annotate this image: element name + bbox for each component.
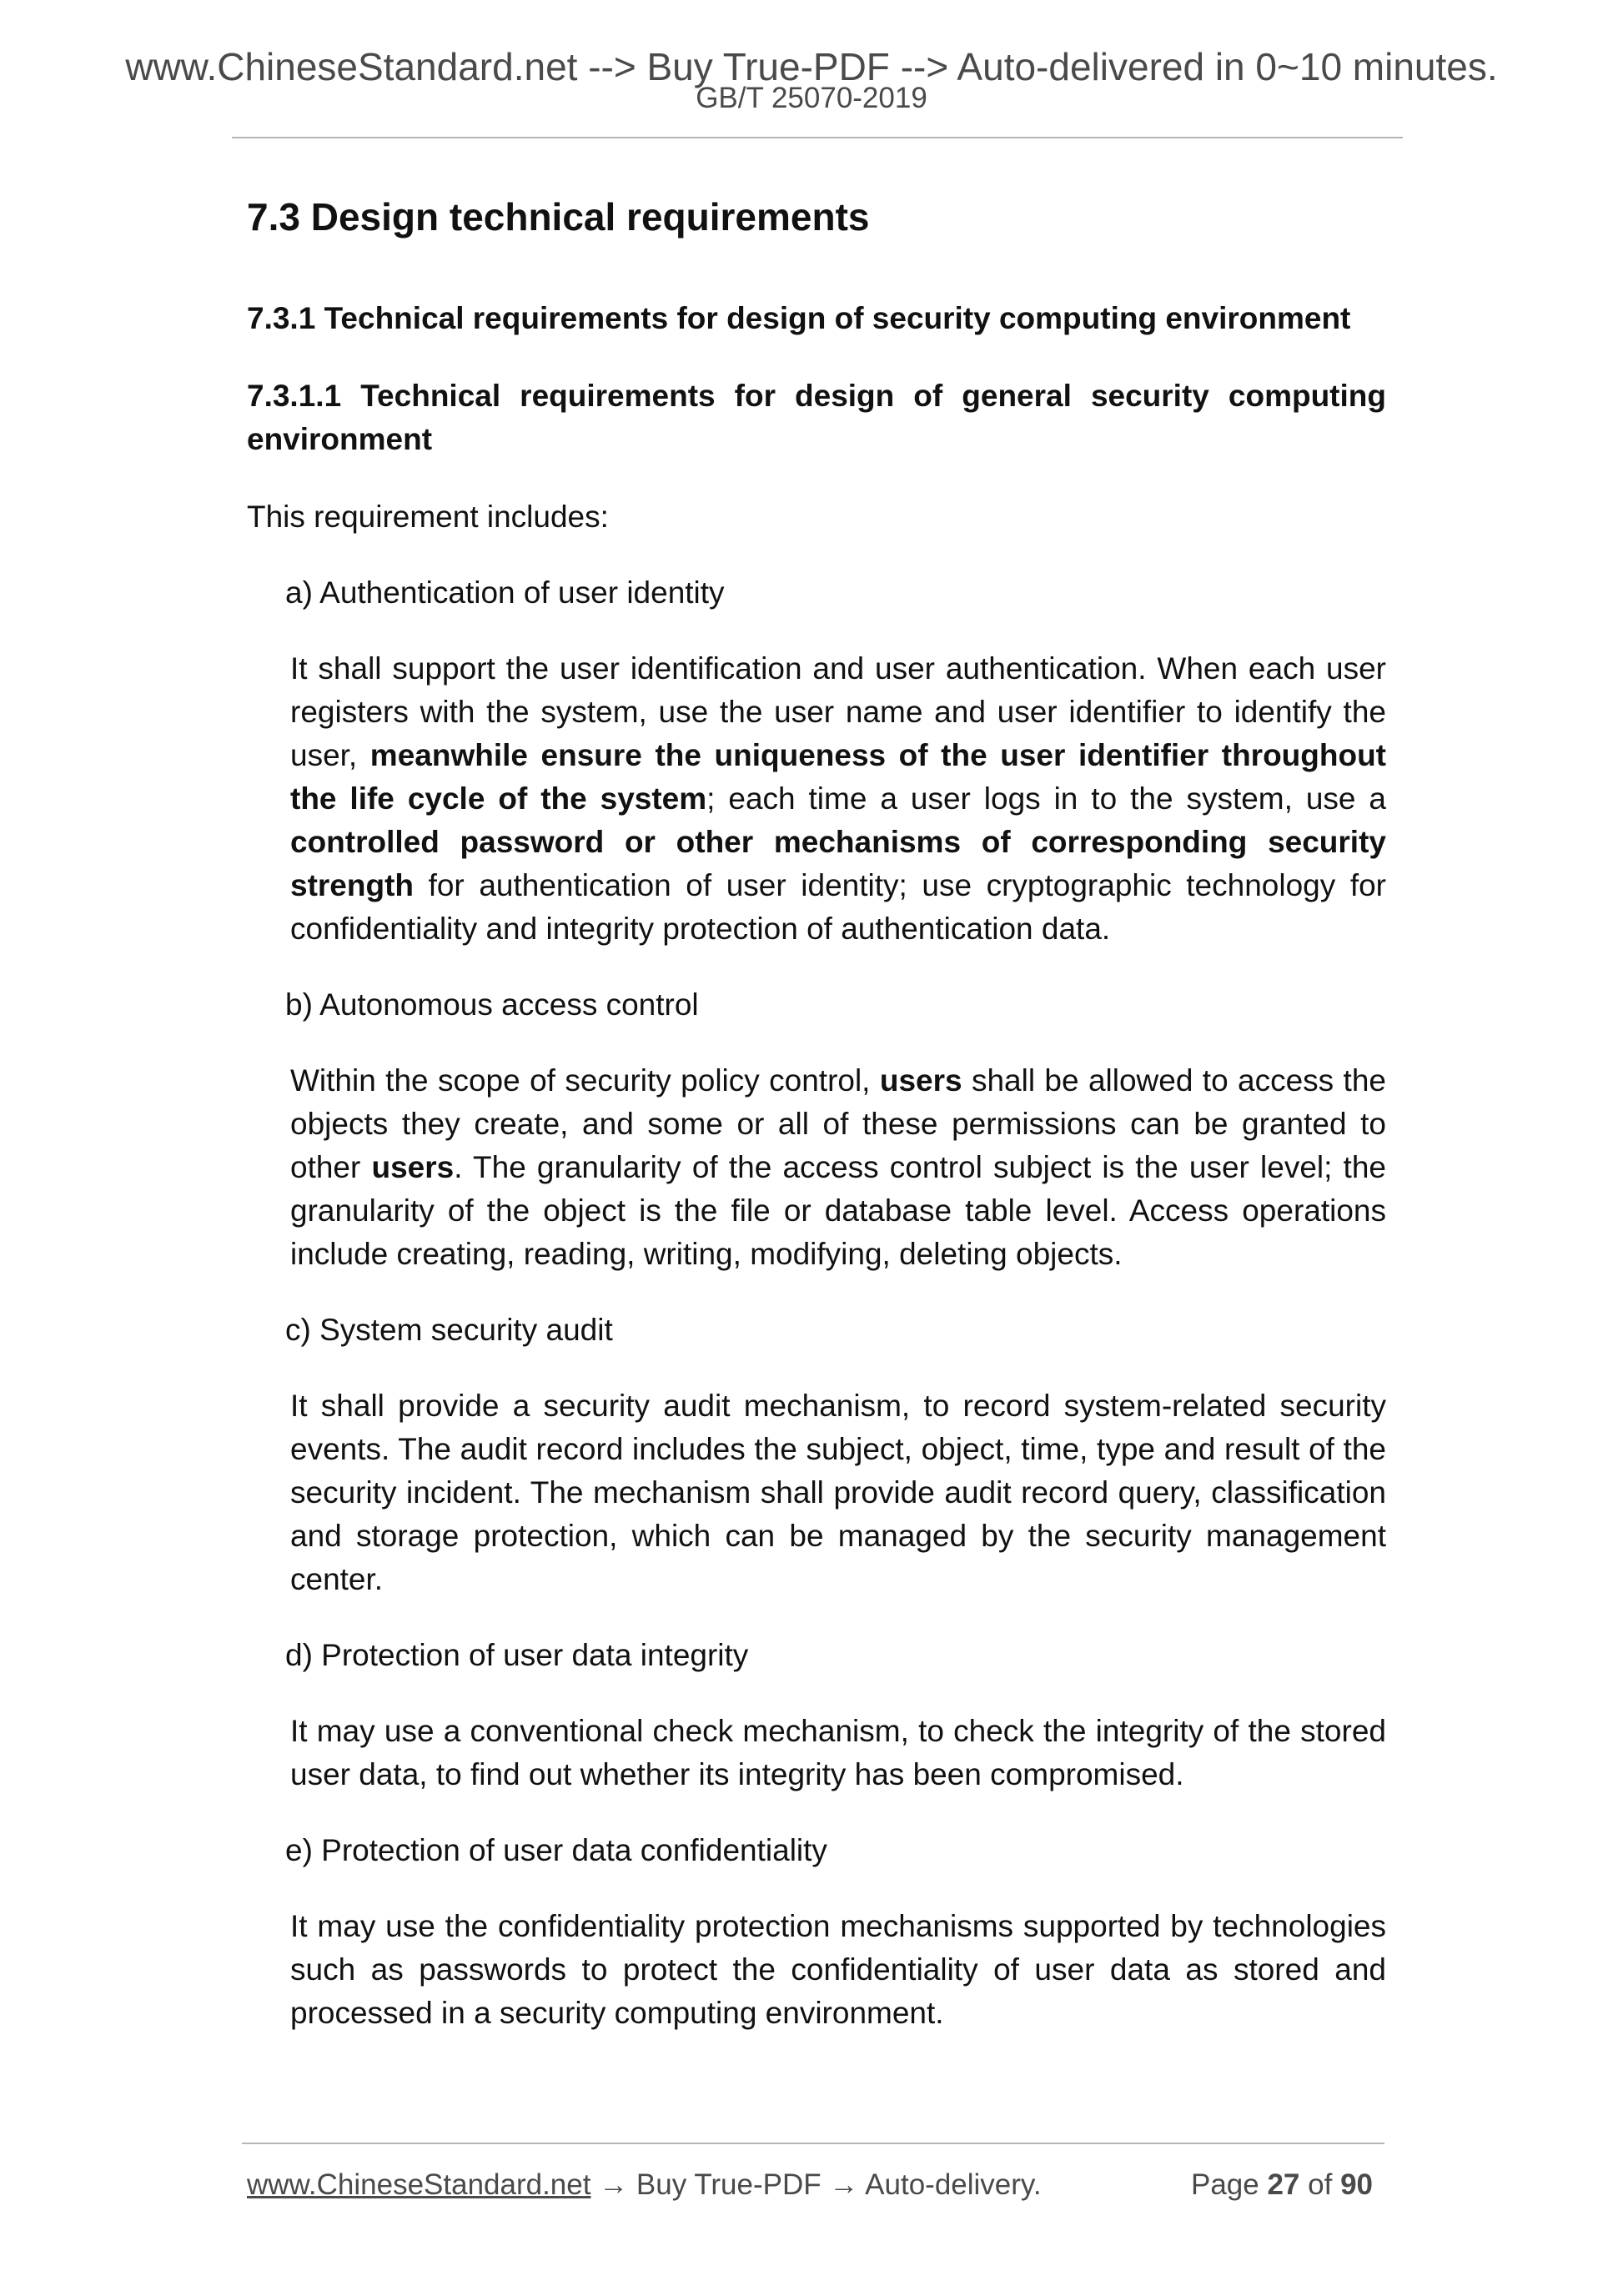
page-content	[247, 192, 1386, 2067]
intro-text: This requirement includes:	[247, 500, 609, 534]
emphasis-text: users	[371, 1150, 455, 1184]
body-text: ; each time a user logs in to the system, use a	[706, 781, 1387, 816]
body-text: It shall provide a security audit mechanism, to record system-related security events. The audit record includes the subject, object, time, type and result of the security incident. The mechanism shall provide audit record query, classification and storage protection, which can be managed by the security management center.	[290, 1389, 1386, 1596]
page-footer	[247, 2166, 1373, 2204]
requirement-list	[247, 571, 1386, 2035]
item-heading-c: c) System security audit	[285, 1313, 613, 1347]
footer-tagline: → Buy True-PDF → Auto-delivery.	[590, 2168, 1042, 2201]
subsection-title: 7.3.1 Technical requirements for design of security computing environment	[247, 301, 1351, 335]
body-text: It shall support the user identification and user authentication. When each user registers with the system, use the user name and user identifier to identify the user,	[290, 651, 1386, 772]
total-pages: 90	[1340, 2168, 1373, 2201]
emphasis-text: controlled password or other mechanisms of corresponding security strength	[290, 825, 1386, 902]
item-heading-d: d) Protection of user data integrity	[285, 1638, 749, 1672]
page-number: 27	[1267, 2168, 1300, 2201]
body-text: shall be allowed to access the objects they create, and some or all of these permissions can be granted to other	[290, 1063, 1386, 1184]
subsubsection-title: 7.3.1.1 Technical requirements for design of general security computing environment	[247, 379, 1386, 456]
item-body-a	[290, 647, 1386, 951]
footer-link[interactable]: www.ChineseStandard.net	[247, 2168, 591, 2201]
emphasis-text: meanwhile ensure the uniqueness of the user identifier throughout the life cycle of the system	[290, 738, 1387, 816]
body-text: . The granularity of the access control subject is the user level; the granularity of the object is the file or database table level. Access operations include creating, reading, writing, modifying, deleting objects.	[290, 1150, 1386, 1271]
body-text: It may use the confidentiality protection mechanisms supported by technologies such as passwords to protect the confidentiality of user data as stored and processed in a security computing environment.	[290, 1909, 1386, 2030]
item-heading-a: a) Authentication of user identity	[285, 575, 725, 610]
of-label: of	[1308, 2168, 1333, 2201]
item-heading-b: b) Autonomous access control	[285, 987, 699, 1022]
section-title: 7.3 Design technical requirements	[247, 195, 870, 239]
top-banner: www.ChineseStandard.net --> Buy True-PDF --> Auto-delivered in 0~10 minutes.	[125, 45, 1498, 88]
item-body-b	[290, 1059, 1386, 1276]
item-body-d	[290, 1710, 1386, 1796]
header-divider	[232, 137, 1403, 138]
item-body-e	[290, 1905, 1386, 2035]
item-body-c	[290, 1384, 1386, 1601]
body-text: for authentication of user identity; use cryptographic technology for confidentiality and integrity protection of authentication data.	[290, 868, 1386, 946]
item-heading-e: e) Protection of user data confidentiality	[285, 1833, 827, 1867]
standard-code: GB/T 25070-2019	[696, 82, 927, 114]
page-label: Page	[1190, 2168, 1259, 2201]
body-text: It may use a conventional check mechanism, to check the integrity of the stored user data, to find out whether its integrity has been compromised.	[290, 1714, 1386, 1791]
body-text: Within the scope of security policy control,	[290, 1063, 880, 1098]
footer-divider	[242, 2143, 1384, 2144]
page-indicator	[1191, 2166, 1373, 2204]
emphasis-text: users	[879, 1063, 962, 1098]
